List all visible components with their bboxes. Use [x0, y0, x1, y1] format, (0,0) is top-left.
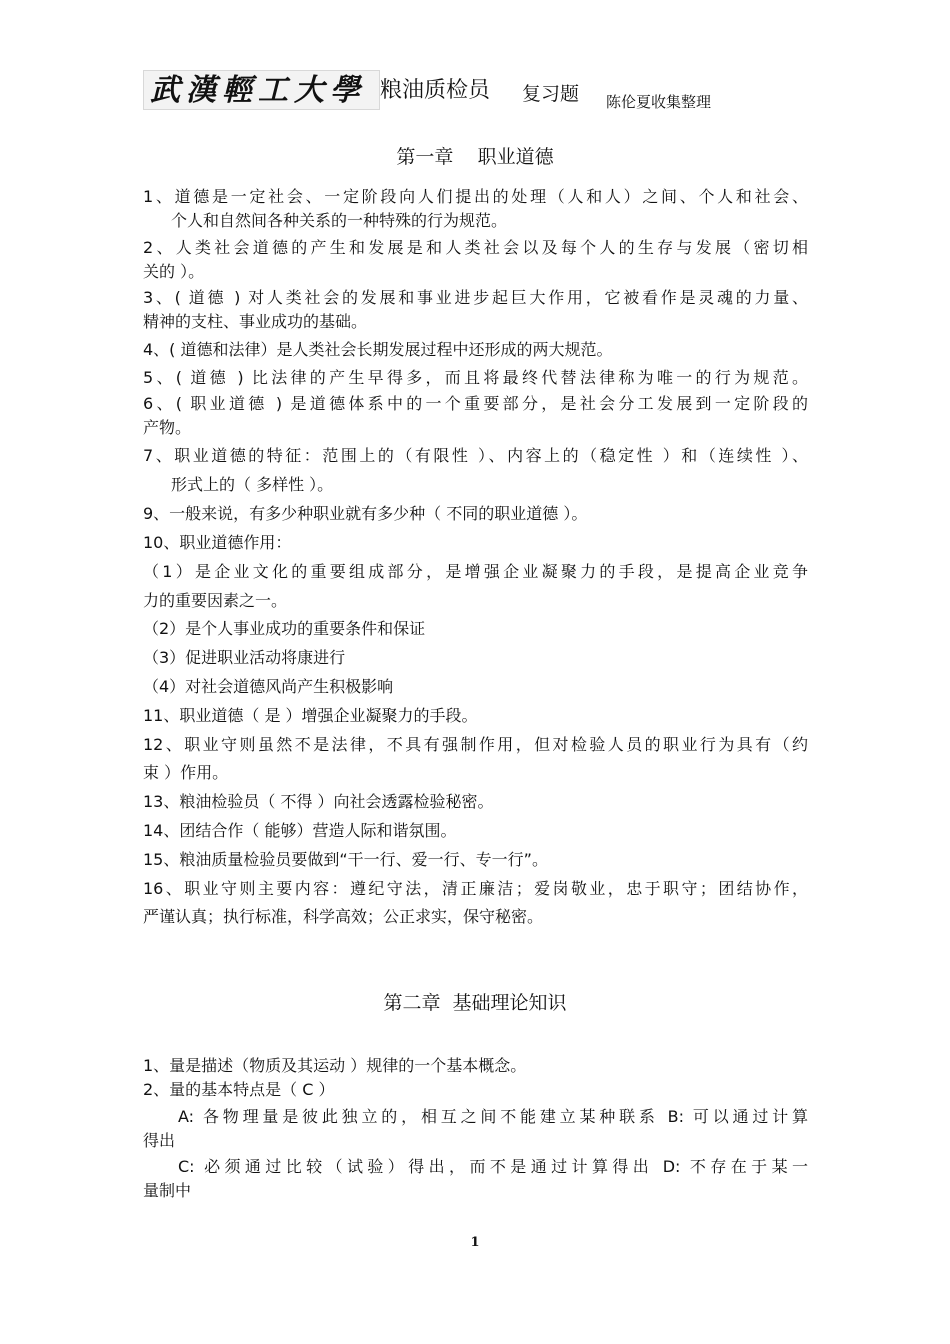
paragraph-line: 5、( 道德 ) 比法律的产生早得多，而且将最终代替法律称为唯一的行为规范。: [143, 368, 808, 387]
paragraph-line: 得出: [143, 1131, 176, 1150]
paragraph-line: 产物。: [143, 418, 192, 437]
paragraph-line: 4、( 道德和法律）是人类社会长期发展过程中还形成的两大规范。: [143, 340, 613, 359]
paragraph-line: 束 ）作用。: [143, 763, 229, 782]
paragraph-line: C: 必须通过比较（试验）得出，而不是通过计算得出 D: 不存在于某一: [178, 1157, 808, 1176]
header-title: 粮油质检员: [380, 78, 491, 103]
paragraph-line: 14、团结合作（ 能够）营造人际和谐氛围。: [143, 821, 457, 840]
university-logo: [143, 70, 380, 110]
paragraph-line: 力的重要因素之一。: [143, 591, 288, 610]
paragraph-line: 7、职业道德的特征：范围上的（有限性 ）、内容上的（稳定性 ）和（连续性 ）、: [143, 446, 808, 465]
paragraph-line: 16、职业守则主要内容：遵纪守法，清正廉洁；爱岗敬业，忠于职守；团结协作，: [143, 879, 808, 898]
page-number: 1: [470, 1235, 480, 1250]
paragraph-line: 严谨认真；执行标准，科学高效；公正求实，保守秘密。: [143, 907, 544, 926]
paragraph-line: 1、道德是一定社会、一定阶段向人们提出的处理（人和人）之间、个人和社会、: [143, 187, 808, 206]
paragraph-line: 关的 ）。: [143, 262, 205, 281]
paragraph-line: A: 各物理量是彼此独立的，相互之间不能建立某种联系 B: 可以通过计算: [178, 1107, 808, 1126]
paragraph-line: 形式上的（ 多样性 ）。: [171, 475, 334, 494]
paragraph-line: 精神的支柱、事业成功的基础。: [143, 312, 368, 331]
chapter-2-title: 第二章 基础理论知识: [383, 992, 567, 1014]
header-author: 陈伦夏收集整理: [606, 93, 712, 111]
paragraph-line: 个人和自然间各种关系的一种特殊的行为规范。: [171, 211, 508, 230]
paragraph-line: 2、人类社会道德的产生和发展是和人类社会以及每个人的生存与发展（密切相: [143, 238, 808, 257]
paragraph-line: （4）对社会道德风尚产生积极影响: [143, 677, 394, 696]
paragraph-line: 量制中: [143, 1181, 192, 1200]
paragraph-line: 15、粮油质量检验员要做到“干一行、爱一行、专一行”。: [143, 850, 548, 869]
paragraph-line: 11、职业道德（ 是 ）增强企业凝聚力的手段。: [143, 706, 478, 725]
paragraph-line: 10、职业道德作用：: [143, 533, 292, 552]
chapter-1-title: 第一章 职业道德: [396, 146, 554, 168]
paragraph-line: 13、粮油检验员（ 不得 ）向社会透露检验秘密。: [143, 792, 494, 811]
paragraph-line: 3、( 道德 ) 对人类社会的发展和事业进步起巨大作用，它被看作是灵魂的力量、: [143, 288, 808, 307]
header-subtitle: 复习题: [522, 83, 580, 105]
paragraph-line: （1）是企业文化的重要组成部分，是增强企业凝聚力的手段，是提高企业竞争: [143, 562, 808, 581]
paragraph-line: （3）促进职业活动将康进行: [143, 648, 346, 667]
paragraph-line: 2、量的基本特点是（ C ）: [143, 1080, 335, 1099]
logo-text: 武漢輕工大學: [150, 73, 366, 108]
paragraph-line: 6、( 职业道德 ) 是道德体系中的一个重要部分，是社会分工发展到一定阶段的: [143, 394, 808, 413]
paragraph-line: 1、量是描述（物质及其运动 ）规律的一个基本概念。: [143, 1056, 527, 1075]
paragraph-line: 9、一般来说，有多少种职业就有多少种（ 不同的职业道德 ）。: [143, 504, 588, 523]
paragraph-line: （2）是个人事业成功的重要条件和保证: [143, 619, 426, 638]
paragraph-line: 12、职业守则虽然不是法律，不具有强制作用，但对检验人员的职业行为具有（约: [143, 735, 808, 754]
